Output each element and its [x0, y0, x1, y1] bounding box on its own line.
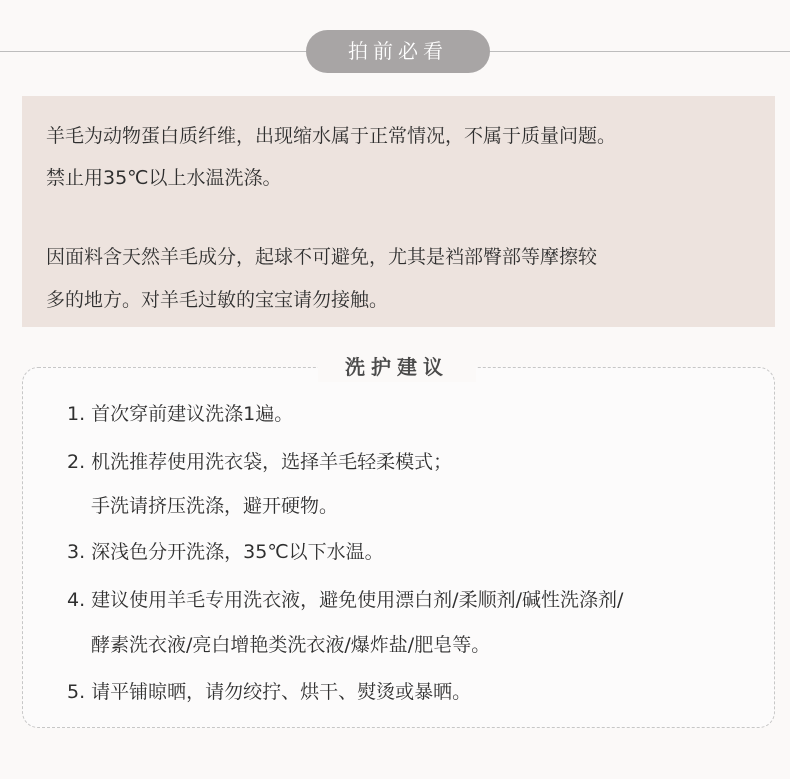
notice-line: 禁止用35℃以上水温洗涤。	[46, 167, 282, 189]
notice-line: 羊毛为动物蛋白质纤维，出现缩水属于正常情况，不属于质量问题。	[46, 125, 617, 147]
notice-line: 多的地方。对羊毛过敏的宝宝请勿接触。	[46, 289, 389, 311]
care-line: 3. 深浅色分开洗涤，35℃以下水温。	[67, 541, 384, 563]
care-title: 洗护建议	[318, 352, 476, 382]
care-line: 手洗请挤压洗涤，避开硬物。	[91, 495, 339, 517]
care-line: 5. 请平铺晾晒，请勿绞拧、烘干、熨烫或暴晒。	[67, 681, 472, 703]
care-line: 1. 首次穿前建议洗涤1遍。	[67, 403, 294, 425]
care-line: 2. 机洗推荐使用洗衣袋，选择羊毛轻柔模式；	[67, 451, 453, 473]
notice-line: 因面料含天然羊毛成分，起球不可避免，尤其是裆部臀部等摩擦较	[46, 246, 598, 268]
header-title-pill: 拍前必看	[306, 30, 490, 73]
care-line: 酵素洗衣液/亮白增艳类洗衣液/爆炸盐/肥皂等。	[91, 634, 491, 656]
care-line: 4. 建议使用羊毛专用洗衣液，避免使用漂白剂/柔顺剂/碱性洗涤剂/	[67, 589, 624, 611]
